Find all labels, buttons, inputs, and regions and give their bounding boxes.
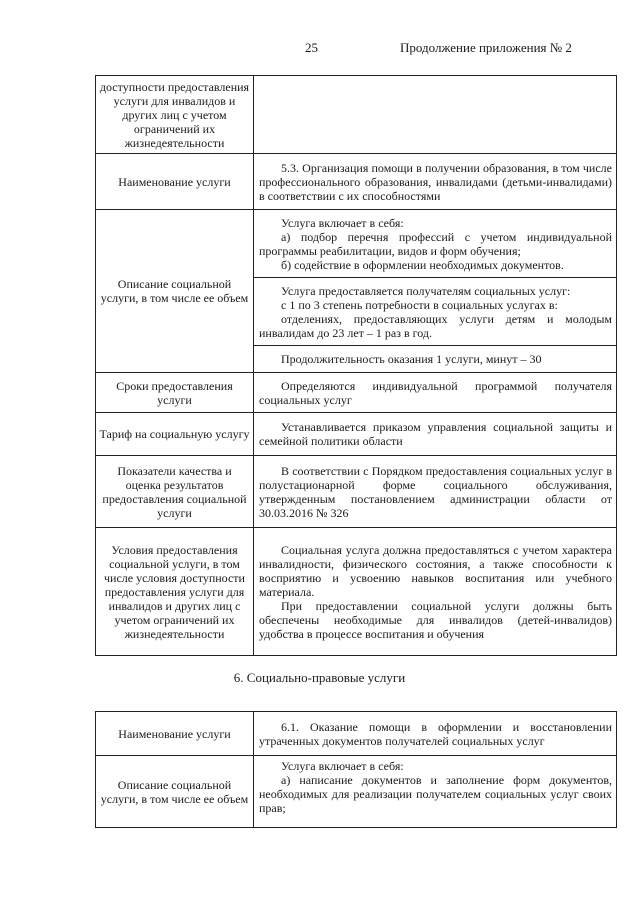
description-includes [254,210,617,278]
table-row [96,456,617,528]
table-row [96,712,617,756]
paragraph: 5.3. Организация помощи в получении образования, в том числе профессионального образования, инвалидами (детьми-инвалидами) в соответствии с их способностями [259,160,612,203]
tariff-value [254,413,617,456]
section-title: 6. Социально-правовые услуги [233,670,406,685]
description-includes [254,756,617,828]
service-name-value [254,712,617,756]
list-item: а) подбор перечня профессий с учетом индивидуальной программы реабилитации, видов и форм обучения; [259,229,612,258]
description-label: Описание социальной услуги, в том числе ее объем [96,210,254,373]
page-header: Продолжение приложения № 2 [400,40,572,55]
table-row [96,76,617,154]
page-number: 25 [305,40,318,55]
paragraph: Определяются индивидуальной программой получателя социальных услуг [259,378,612,407]
paragraph: Устанавливается приказом управления социальной защиты и семейной политики области [259,420,612,448]
table-cell-label: доступности предоставления услуги для инвалидов и других лиц с учетом ограничений их жизнедеятельности [96,76,254,154]
description-duration [254,346,617,373]
description-label: Описание социальной услуги, в том числе ее объем [96,756,254,828]
paragraph: 6.1. Оказание помощи в оформлении и восстановлении утраченных документов получателей социальных услуг [259,719,612,748]
table-cell-value [254,76,617,154]
table-row [96,373,617,413]
paragraph: Услуга включает в себя: [281,215,404,230]
service-name-label: Наименование услуги [96,712,254,756]
list-item: б) содействие в оформлении необходимых документов. [281,257,564,272]
service-name-label: Наименование услуги [96,154,254,210]
table-row [96,154,617,210]
paragraph: с 1 по 3 степень потребности в социальных услугах в: [281,297,558,312]
paragraph: Услуга включает в себя: [281,759,404,773]
terms-label: Сроки предоставления услуги [96,373,254,413]
paragraph: отделениях, предоставляющих услуги детям и молодым инвалидам до 23 лет – 1 раз в год. [259,311,612,340]
quality-value [254,456,617,528]
table-row [96,210,617,278]
service-table-5-3 [95,75,617,656]
service-table-6-1 [95,711,617,828]
tariff-label: Тариф на социальную услугу [96,413,254,456]
list-item: а) написание документов и заполнение форм документов, необходимых для реализации получателем социальных услуг своих прав; [259,773,612,815]
terms-value [254,373,617,413]
table-row [96,528,617,656]
conditions-value [254,528,617,656]
paragraph: Социальная услуга должна предоставляться с учетом характера инвалидности, физического состояния, а также способности к восприятию и усвоению навыков воспитания или учебного материала. [259,542,612,599]
table-row [96,413,617,456]
paragraph: Услуга предоставляется получателям социальных услуг: [281,283,571,298]
table-row [96,756,617,828]
paragraph: В соответствии с Порядком предоставления социальных услуг в полустационарной форме социального обслуживания, утвержденным постановлением администрации области от 30.03.2016 № 326 [259,463,612,520]
conditions-label: Условия предоставления социальной услуги, в том числе условия доступности предоставления услуги для инвалидов и других лиц с учетом ограничений их жизнедеятельности [96,528,254,656]
quality-label: Показатели качества и оценка результатов предоставления социальной услуги [96,456,254,528]
description-recipients [254,278,617,346]
paragraph: Продолжительность оказания 1 услуги, минут – 30 [281,352,542,366]
paragraph: При предоставлении социальной услуги должны быть обеспечены необходимые для инвалидов (детей-инвалидов) удобства в процессе воспитания и обучения [259,598,612,641]
service-name-value [254,154,617,210]
